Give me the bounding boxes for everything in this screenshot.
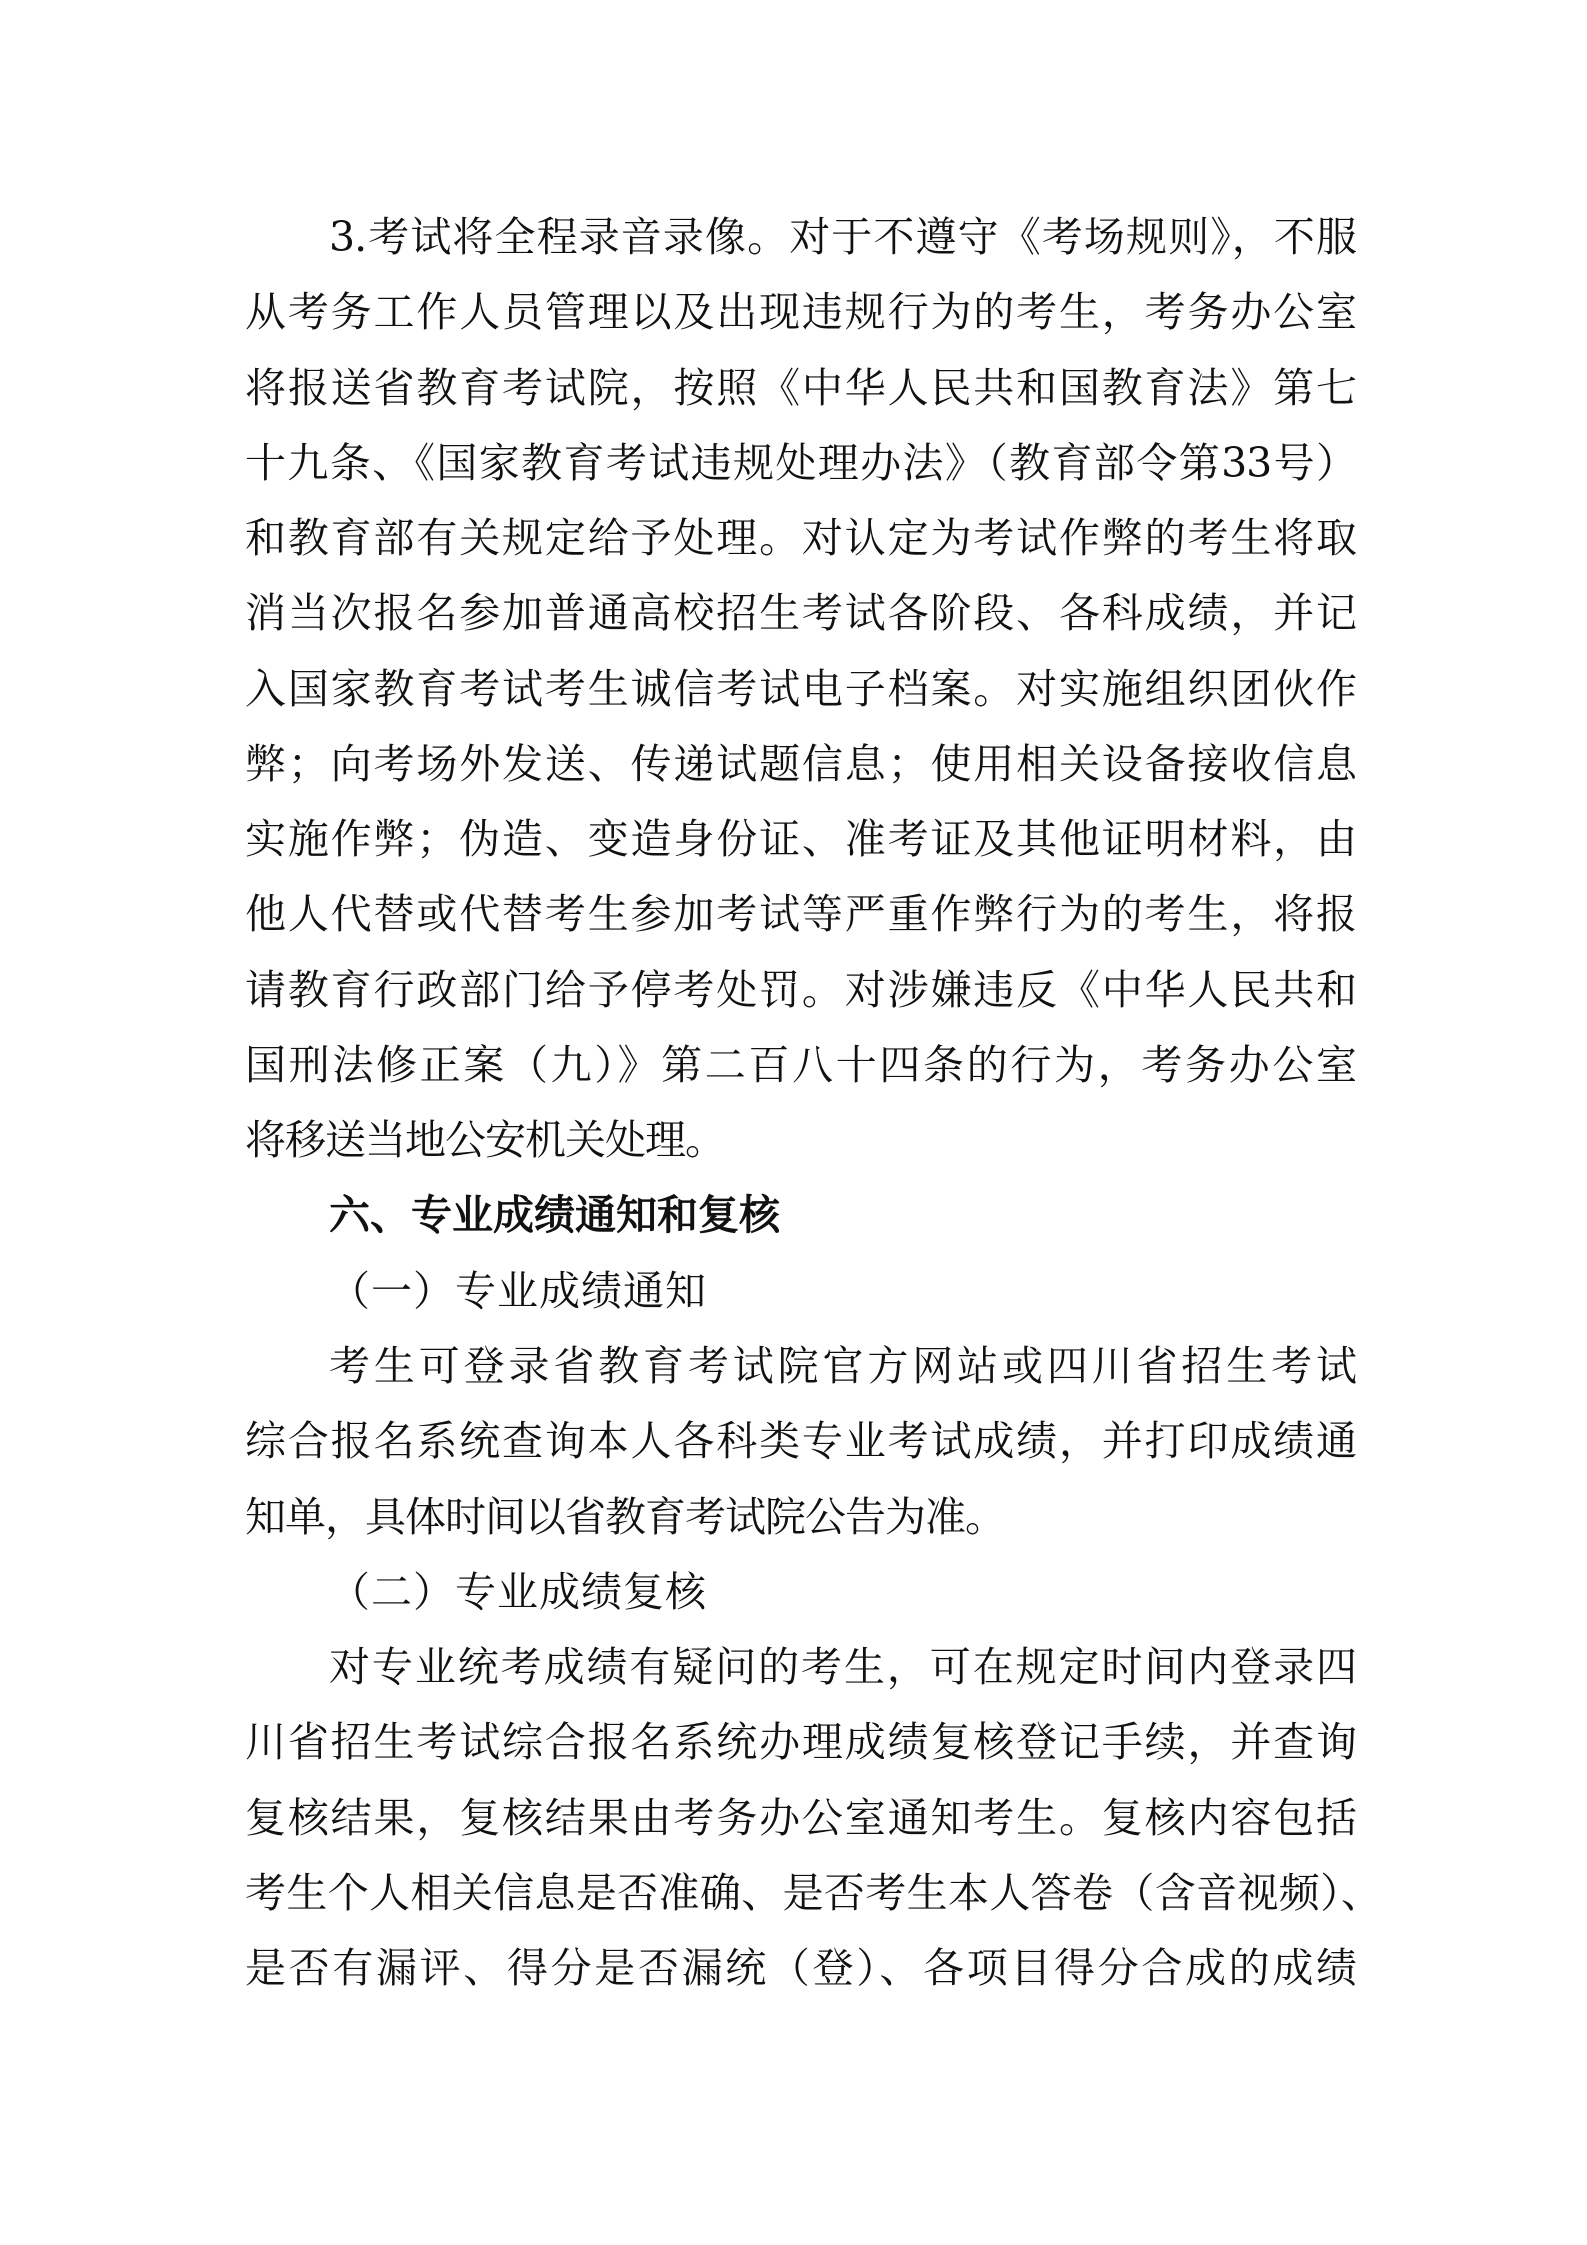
paragraph-line: 消当次报名参加普通高校招生考试各阶段、各科成绩，并记 <box>245 589 1356 638</box>
paragraph-line: 将移送当地公安机关处理。 <box>245 1116 725 1165</box>
paragraph-line: 综合报名系统查询本人各科类专业考试成绩，并打印成绩通 <box>245 1417 1356 1466</box>
paragraph-line: 十九条、《国家教育考试违规处理办法》（教育部令第33号） <box>245 438 1356 487</box>
notification-paragraph <box>245 1329 1356 1555</box>
paragraph-line: 入国家教育考试考生诚信考试电子档案。对实施组织团伙作 <box>245 664 1356 713</box>
paragraph-line: 国刑法修正案（九）》第二百八十四条的行为，考务办公室 <box>245 1040 1356 1089</box>
paragraph-line: 弊；向考场外发送、传递试题信息；使用相关设备接收信息 <box>245 739 1356 788</box>
subsection-heading-notification: （一）专业成绩通知 <box>329 1266 707 1315</box>
paragraph-line: 请教育行政部门给予停考处罚。对涉嫌违反《中华人民共和 <box>245 965 1356 1014</box>
paragraph-line: 是否有漏评、得分是否漏统（登）、各项目得分合成的成绩 <box>245 1944 1356 1993</box>
paragraph-line: 复核结果，复核结果由考务办公室通知考生。复核内容包括 <box>245 1793 1356 1842</box>
paragraph-line: 从考务工作人员管理以及出现违规行为的考生，考务办公室 <box>245 288 1356 337</box>
paragraph-line: 他人代替或代替考生参加考试等严重作弊行为的考生，将报 <box>245 890 1356 939</box>
section-heading: 六、专业成绩通知和复核 <box>329 1191 780 1240</box>
review-paragraph <box>245 1630 1381 2006</box>
paragraph-line: 考生个人相关信息是否准确、是否考生本人答卷（含音视频）、 <box>245 1868 1381 1917</box>
document-body <box>245 200 1381 2006</box>
rules-paragraph <box>245 200 1356 1178</box>
paragraph-line: 3.考试将全程录音录像。对于不遵守《考场规则》，不服 <box>329 213 1356 261</box>
paragraph-line: 对专业统考成绩有疑问的考生，可在规定时间内登录四 <box>329 1643 1356 1692</box>
paragraph-line: 考生可登录省教育考试院官方网站或四川省招生考试 <box>329 1341 1356 1390</box>
paragraph-line: 将报送省教育考试院，按照《中华人民共和国教育法》第七 <box>245 363 1356 412</box>
paragraph-line: 实施作弊；伪造、变造身份证、准考证及其他证明材料，由 <box>245 815 1356 864</box>
paragraph-line: 和教育部有关规定给予处理。对认定为考试作弊的考生将取 <box>245 514 1356 563</box>
subsection-heading-review: （二）专业成绩复核 <box>329 1567 707 1616</box>
paragraph-line: 知单，具体时间以省教育考试院公告为准。 <box>245 1492 1005 1541</box>
paragraph-line: 川省招生考试综合报名系统办理成绩复核登记手续，并查询 <box>245 1718 1356 1767</box>
